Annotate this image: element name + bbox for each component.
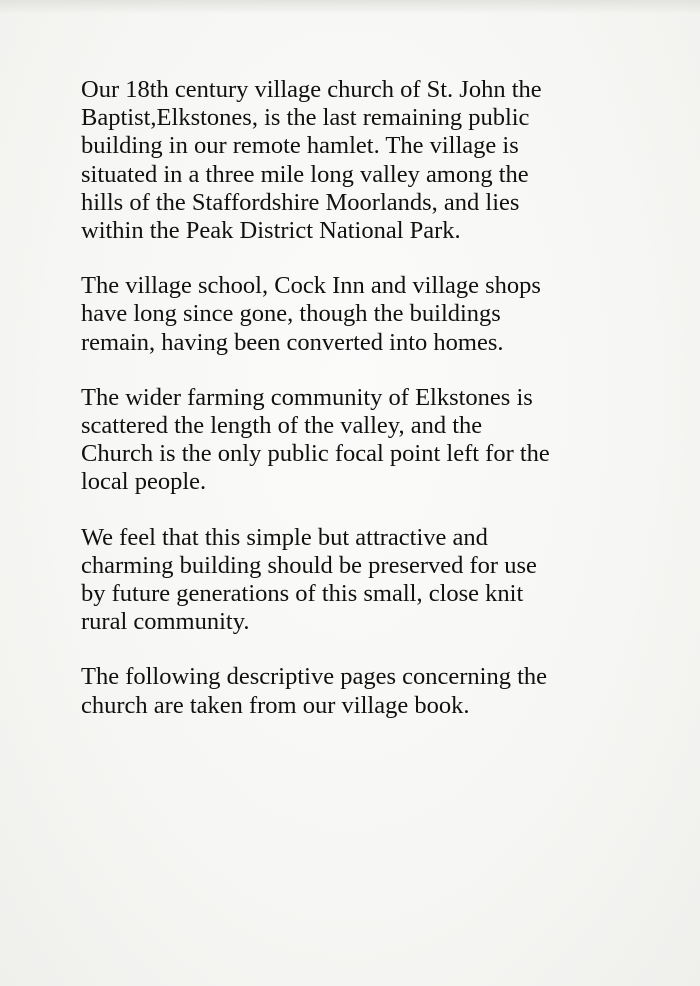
text-line: building in our remote hamlet. The village is <box>81 132 519 160</box>
text-line: have long since gone, though the buildings <box>81 300 501 328</box>
text-line: We feel that this simple but attractive and <box>81 523 488 551</box>
text-line: situated in a three mile long valley among the <box>81 160 529 188</box>
paragraph-farming-community <box>81 384 621 497</box>
text-line: Church is the only public focal point left for the <box>81 440 550 468</box>
body-text <box>81 76 621 747</box>
paragraph-village-buildings <box>81 272 621 357</box>
text-line: scattered the length of the valley, and the <box>81 412 483 440</box>
text-line: Baptist,Elkstones, is the last remaining public <box>81 104 530 132</box>
text-line: within the Peak District National Park. <box>81 217 461 245</box>
text-line: church are taken from our village book. <box>81 691 470 719</box>
text-line: rural community. <box>81 608 250 636</box>
paragraph-church-intro <box>81 76 621 245</box>
paragraph-preservation <box>81 524 621 637</box>
text-line: The village school, Cock Inn and village shops <box>81 272 541 300</box>
text-line: The following descriptive pages concerning the <box>81 663 548 691</box>
text-line: by future generations of this small, close knit <box>81 580 524 608</box>
text-line: The wider farming community of Elkstones is <box>81 383 533 411</box>
text-line: local people. <box>81 468 207 496</box>
page-edge-shadow <box>0 0 700 14</box>
text-line: Our 18th century village church of St. John the <box>81 76 542 103</box>
text-line: hills of the Staffordshire Moorlands, and lies <box>81 188 520 216</box>
paragraph-following-pages <box>81 663 621 719</box>
text-line: charming building should be preserved for use <box>81 551 537 579</box>
text-line: remain, having been converted into homes. <box>81 328 504 356</box>
